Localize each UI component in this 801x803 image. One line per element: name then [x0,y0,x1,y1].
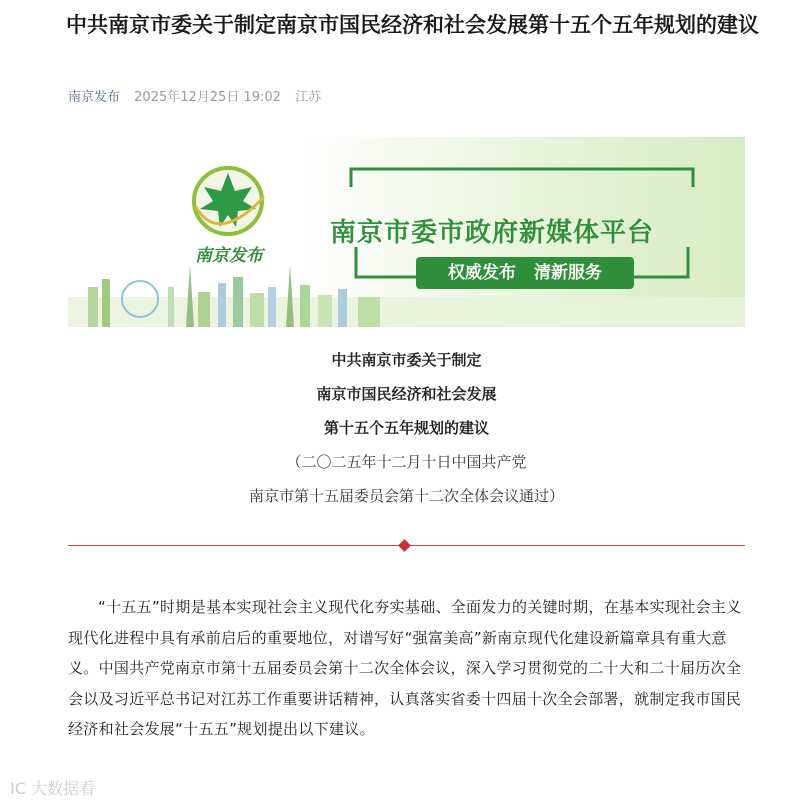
article-title: 中共南京市委关于制定南京市国民经济和社会发展第十五个五年规划的建议 [66,13,759,37]
divider-diamond-icon [398,539,411,552]
banner-image [68,137,745,327]
document-subheading [68,445,745,513]
tagline-right: 清新服务 [533,263,602,283]
banner-slogan: 南京市委市政府新媒体平台 [330,218,655,248]
subheading-line-1: （二〇二五年十二月十日中国共产党 [286,453,527,471]
article-meta [68,86,321,105]
body-paragraph: “十五五”时期是基本实现社会主义现代化夯实基础、全面发力的关键时期，在基本实现社会主义现代化进程中具有承前启后的重要地位，对谱写好“强富美高”新南京现代化建设新篇章具有重大意义。中国共产党南京市第十五届委员会第十二次全体会议，深入学习贯彻党的二十大和二十届历次全会以及习近平总书记对江苏工作重要讲话精神，认真落实省委十四届十次全会部署，就制定我市国民经济和社会发展“十五五”规划提出以下建议。 [68,598,742,738]
source-link[interactable]: 南京发布 [68,90,121,105]
heading-line-1: 中共南京市委关于制定 [331,351,482,369]
heading-line-3: 第十五个五年规划的建议 [323,419,489,437]
publish-date: 2025年12月25日 19:02 [134,90,281,105]
banner-tagline [416,257,634,289]
banner-logo-text: 南京发布 [195,246,263,266]
watermark: IC 大数据看 [10,779,95,798]
maple-leaf-icon [194,168,264,234]
skyline-illustration [68,265,745,327]
heading-line-2: 南京市国民经济和社会发展 [316,385,497,403]
document-heading [68,343,745,445]
tagline-left: 权威发布 [448,263,517,283]
subheading-line-2: 南京市第十五届委员会第十二次全体会议通过） [248,487,564,505]
location: 江苏 [295,90,322,105]
